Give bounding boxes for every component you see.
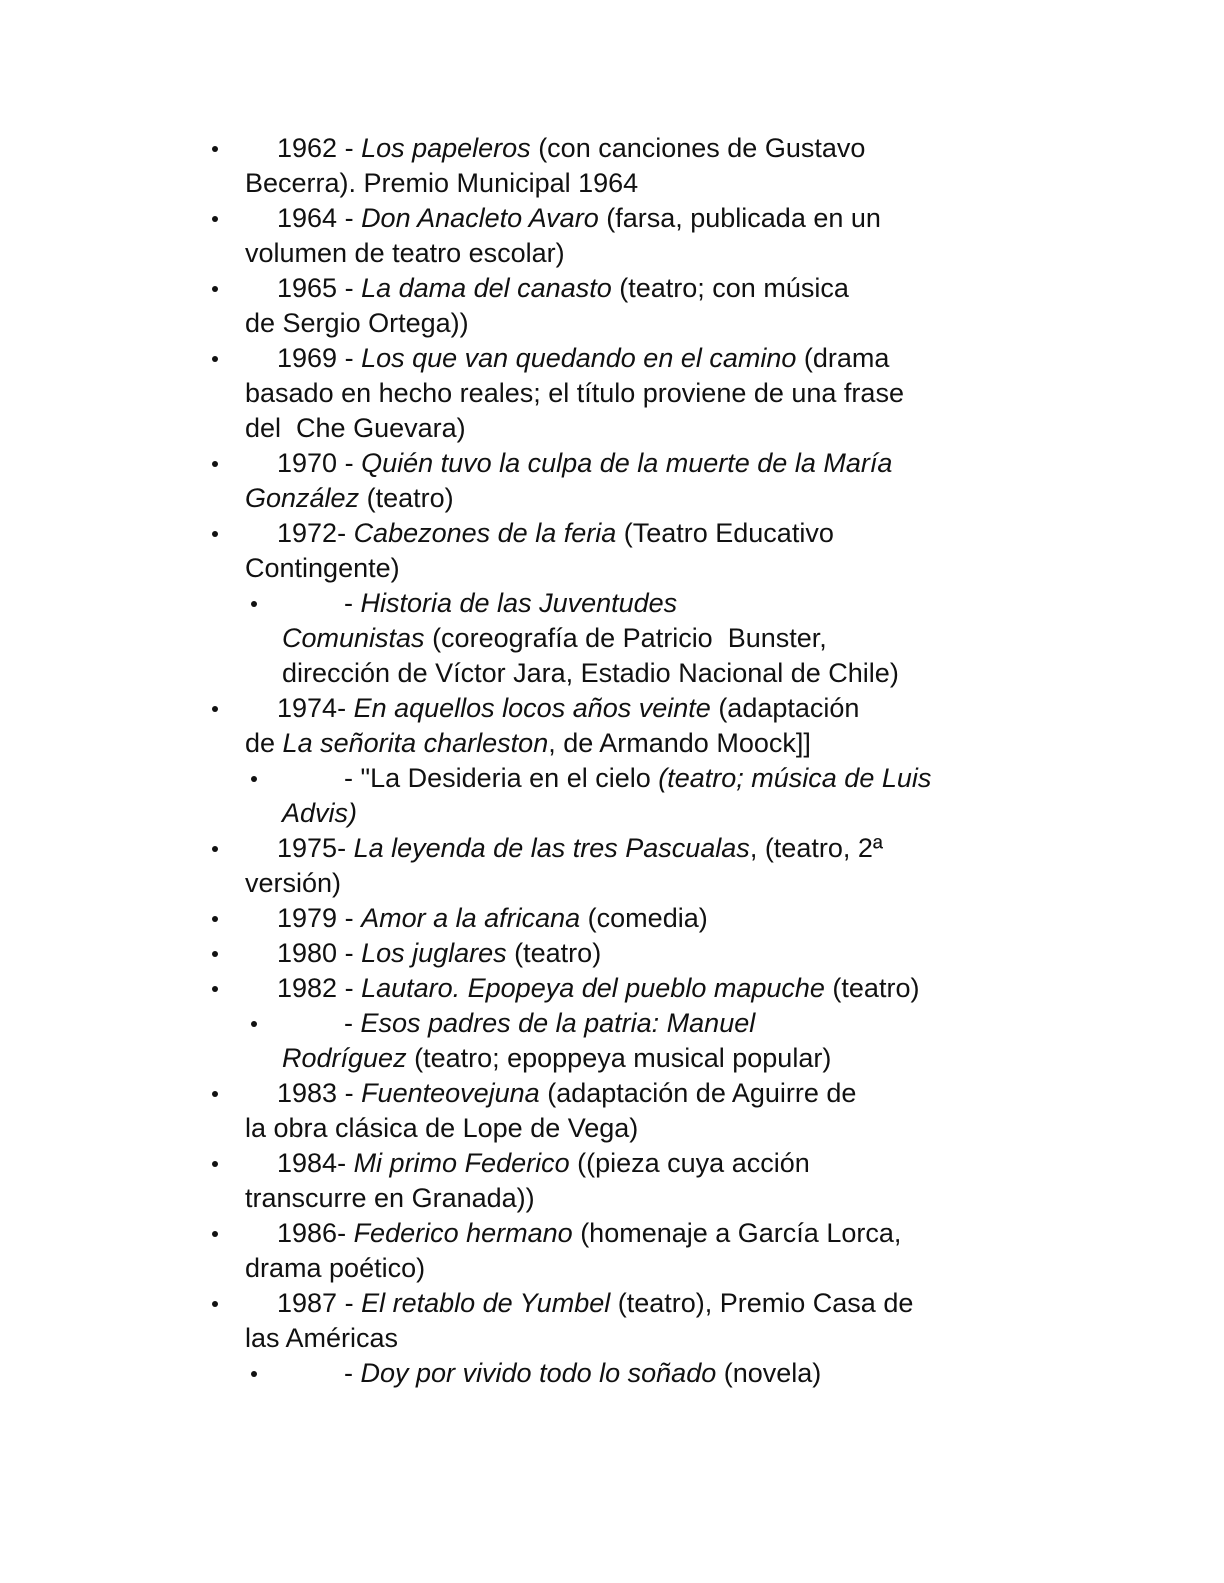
- entry-text: 1974-: [277, 693, 354, 723]
- list-item: [0, 201, 985, 271]
- entry-text: (teatro), Premio Casa de: [610, 1288, 914, 1318]
- work-title-text: Historia de las Juventudes: [360, 588, 678, 618]
- entry-text: (drama: [796, 343, 890, 373]
- work-title-text: Los juglares: [361, 938, 507, 968]
- entry-text: (teatro): [824, 973, 920, 1003]
- entry-text: 1984-: [277, 1148, 354, 1178]
- bullet-icon: [212, 461, 218, 467]
- list-item: [0, 1286, 985, 1356]
- entry-text: -: [344, 588, 361, 618]
- entry-text: dirección de Víctor Jara, Estadio Nacional de Chile): [282, 658, 899, 688]
- work-title-text: La leyenda de las tres Pascualas: [353, 833, 750, 863]
- first-line: [245, 271, 849, 306]
- bullet-icon: [212, 1231, 218, 1237]
- entry-text: 1965 -: [277, 273, 362, 303]
- entry-text: 1980 -: [277, 938, 362, 968]
- entry-text: (teatro; con música: [611, 273, 849, 303]
- work-title-text: Lautaro. Epopeya del pueblo mapuche: [361, 973, 825, 1003]
- work-title-text: En aquellos locos años veinte: [353, 693, 711, 723]
- entry-text: 1964 -: [277, 203, 362, 233]
- entry-text: 1969 -: [277, 343, 362, 373]
- bullet-icon: [212, 286, 218, 292]
- entry-text: - "La Desideria en el cielo: [344, 763, 659, 793]
- entry-text: (farsa, publicada en un: [598, 203, 881, 233]
- entry-text: volumen de teatro escolar): [245, 238, 565, 268]
- list-item: [0, 831, 985, 901]
- entry-text: (teatro): [506, 938, 602, 968]
- list-item: [0, 271, 985, 341]
- work-title-text: Federico hermano: [353, 1218, 573, 1248]
- entry-text: (teatro; epoppeya musical popular): [406, 1043, 832, 1073]
- entry-text: 1975-: [277, 833, 354, 863]
- work-title-text: El retablo de Yumbel: [361, 1288, 611, 1318]
- entry-text: 1986-: [277, 1218, 354, 1248]
- bullet-icon: [212, 1161, 218, 1167]
- first-line: [245, 691, 859, 726]
- first-line: [245, 1216, 901, 1251]
- sub-list-item: [0, 586, 997, 691]
- entry-text: Contingente): [245, 553, 400, 583]
- list-item: [0, 516, 985, 586]
- list-item: [0, 1216, 985, 1286]
- work-title-text: Los que van quedando en el camino: [361, 343, 797, 373]
- entry-text: 1983 -: [277, 1078, 362, 1108]
- work-title-text: Rodríguez: [282, 1043, 407, 1073]
- bullet-icon: [212, 146, 218, 152]
- bullet-icon: [212, 706, 218, 712]
- list-item: [0, 446, 985, 516]
- entry-text: ((pieza cuya acción: [569, 1148, 810, 1178]
- work-title-text: Don Anacleto Avaro: [361, 203, 599, 233]
- entry-text: (con canciones de Gustavo: [530, 133, 866, 163]
- work-title-text: (teatro; música de Luis: [658, 763, 932, 793]
- work-title-text: La dama del canasto: [361, 273, 612, 303]
- entry-text: -: [344, 1358, 361, 1388]
- list-item: [0, 1076, 985, 1146]
- first-line: [245, 201, 881, 236]
- first-line: [245, 936, 601, 971]
- bullet-icon: [212, 1091, 218, 1097]
- entry-text: (homenaje a García Lorca,: [572, 1218, 902, 1248]
- work-title-text: La señorita charleston: [282, 728, 549, 758]
- entry-text: (coreografía de Patricio Bunster,: [424, 623, 827, 653]
- work-title-text: Doy por vivido todo lo soñado: [360, 1358, 717, 1388]
- first-line: [245, 1146, 810, 1181]
- bullet-icon: [212, 1301, 218, 1307]
- work-title-text: González: [245, 483, 360, 513]
- entry-text: Becerra). Premio Municipal 1964: [245, 168, 639, 198]
- sub-list-item: [0, 1006, 997, 1076]
- bullet-icon: [212, 986, 218, 992]
- entry-text: (novela): [716, 1358, 822, 1388]
- first-line: [282, 586, 677, 621]
- first-line: [245, 516, 834, 551]
- entry-text: , (teatro, 2ª: [749, 833, 883, 863]
- bullet-icon: [251, 1371, 257, 1377]
- entry-text: de Sergio Ortega)): [245, 308, 469, 338]
- bullet-icon: [212, 356, 218, 362]
- bullet-icon: [212, 916, 218, 922]
- work-title-text: Advis): [282, 798, 358, 828]
- entry-text: (Teatro Educativo: [616, 518, 834, 548]
- entry-text: -: [344, 1008, 361, 1038]
- entry-text: 1982 -: [277, 973, 362, 1003]
- entry-text: (adaptación de Aguirre de: [539, 1078, 857, 1108]
- work-title-text: Los papeleros: [361, 133, 531, 163]
- list-item: [0, 901, 985, 936]
- sub-list-item: [0, 761, 997, 831]
- work-title-text: Comunistas: [282, 623, 425, 653]
- entry-text: drama poético): [245, 1253, 426, 1283]
- first-line: [245, 971, 919, 1006]
- first-line: [245, 131, 865, 166]
- first-line: [245, 446, 892, 481]
- list-item: [0, 936, 985, 971]
- entry-text: 1987 -: [277, 1288, 362, 1318]
- entry-text: las Américas: [245, 1323, 399, 1353]
- bullet-icon: [251, 601, 257, 607]
- list-item: [0, 1146, 985, 1216]
- list-item: [0, 691, 985, 761]
- list-item: [0, 131, 985, 201]
- first-line: [282, 1006, 755, 1041]
- entry-text: del Che Guevara): [245, 413, 466, 443]
- entry-text: basado en hecho reales; el título proviene de una frase: [245, 378, 904, 408]
- list-item: [0, 341, 985, 446]
- works-list: [0, 131, 1224, 1391]
- bullet-icon: [212, 531, 218, 537]
- entry-text: versión): [245, 868, 342, 898]
- bullet-icon: [212, 216, 218, 222]
- work-title-text: Quién tuvo la culpa de la muerte de la María: [361, 448, 893, 478]
- first-line: [245, 341, 889, 376]
- first-line: [245, 1286, 913, 1321]
- entry-text: 1970 -: [277, 448, 362, 478]
- entry-text: , de Armando Moock]]: [548, 728, 811, 758]
- entry-text: 1972-: [277, 518, 354, 548]
- first-line: [245, 901, 708, 936]
- entry-text: de: [245, 728, 283, 758]
- entry-text: 1979 -: [277, 903, 362, 933]
- entry-text: (teatro): [359, 483, 454, 513]
- work-title-text: Cabezones de la feria: [353, 518, 617, 548]
- entry-text: (comedia): [580, 903, 708, 933]
- work-title-text: Fuenteovejuna: [361, 1078, 540, 1108]
- work-title-text: Amor a la africana: [361, 903, 581, 933]
- first-line: [282, 761, 931, 796]
- bullet-icon: [251, 776, 257, 782]
- first-line: [245, 1076, 856, 1111]
- work-title-text: Esos padres de la patria: Manuel: [360, 1008, 756, 1038]
- entry-text: (adaptación: [710, 693, 860, 723]
- first-line: [282, 1356, 821, 1391]
- entry-text: la obra clásica de Lope de Vega): [245, 1113, 639, 1143]
- list-item: [0, 971, 985, 1006]
- entry-text: transcurre en Granada)): [245, 1183, 535, 1213]
- work-title-text: Mi primo Federico: [353, 1148, 570, 1178]
- bullet-icon: [212, 951, 218, 957]
- first-line: [245, 831, 883, 866]
- entry-text: 1962 -: [277, 133, 362, 163]
- sub-list-item: [0, 1356, 997, 1391]
- bullet-icon: [251, 1021, 257, 1027]
- bullet-icon: [212, 846, 218, 852]
